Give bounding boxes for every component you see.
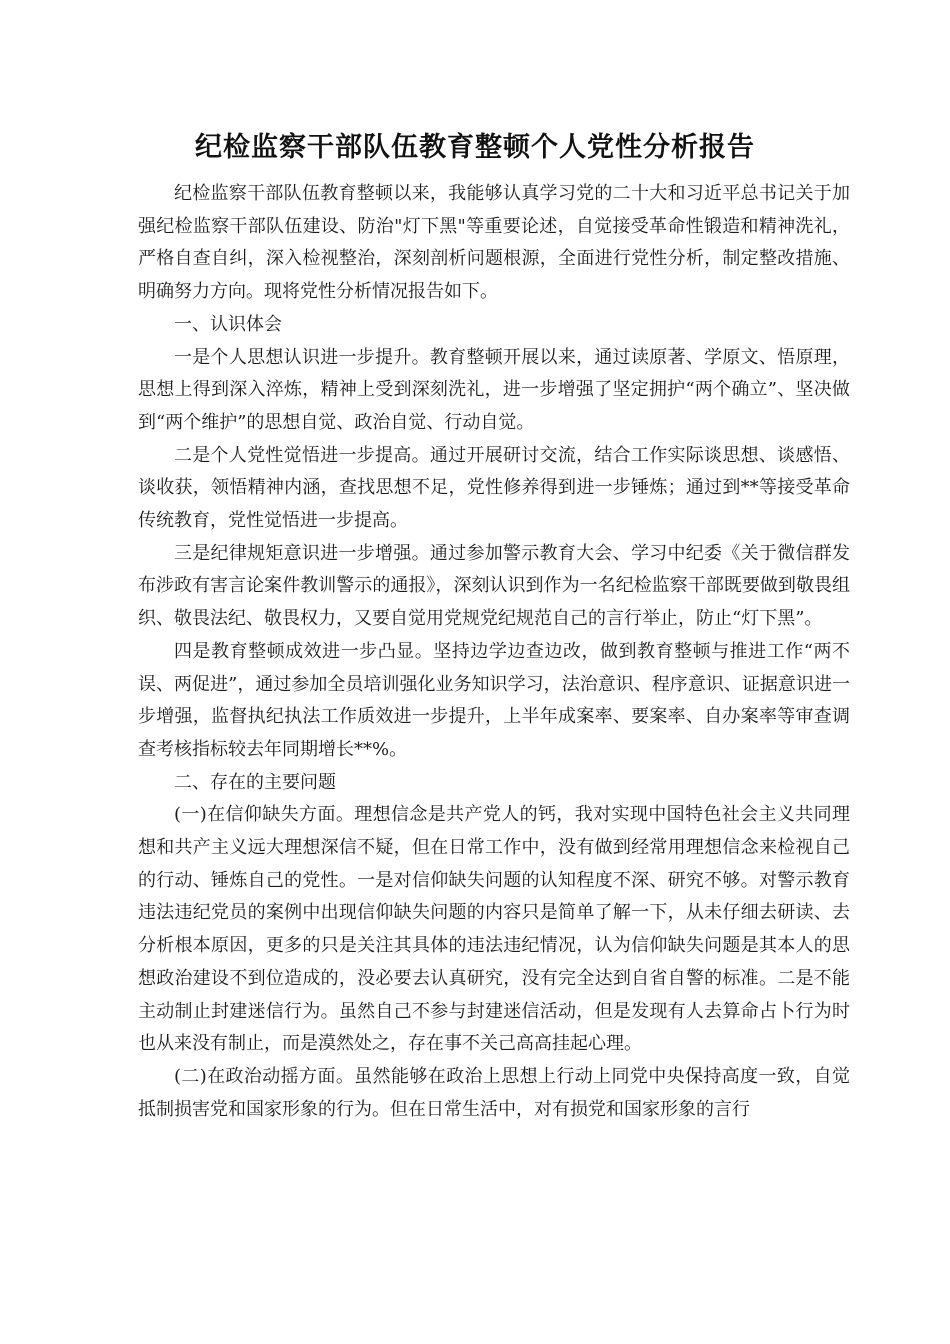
point-rectification-results: 四是教育整顿成效进一步凸显。坚持边学边查边改，做到教育整顿与推进工作“两不误、两促进”，通过参加全员培训强化业务知识学习，法治意识、程序意识、证据意识进一步增强，监督执纪执法工作质效进一步提升，上半年成案率、要案率、自办案率等审查调查考核指标较去年同期增长**%。 [138,640,850,760]
document-body [138,178,850,1126]
intro-paragraph: 纪检监察干部队伍教育整顿以来，我能够认真学习党的二十大和习近平总书记关于加强纪检监察干部队伍建设、防治"灯下黑"等重要论述，自觉接受革命性锻造和精神洗礼，严格自查自纠，深入检视整治，深刻剖析问题根源，全面进行党性分析，制定整改措施、明确努力方向。现将党性分析情况报告如下。 [138,183,850,303]
point-thought-awareness: 一是个人思想认识进一步提升。教育整顿开展以来，通过读原著、学原文、悟原理，思想上得到深入淬炼，精神上受到深刻洗礼，进一步增强了坚定拥护“两个确立”、坚决做到“两个维护”的思想自觉、政治自觉、行动自觉。 [138,346,850,433]
point-party-consciousness: 二是个人党性觉悟进一步提高。通过开展研讨交流，结合工作实际谈思想、谈感悟、谈收获，领悟精神内涵，查找思想不足，党性修养得到进一步锤炼；通过到**等接受革命传统教育，党性觉悟进一步提高。 [138,444,850,532]
point-discipline-awareness: 三是纪律规矩意识进一步增强。通过参加警示教育大会、学习中纪委《关于微信群发布涉政有害言论案件教训警示的通报》，深刻认识到作为一名纪检监察干部既要做到敬畏组织、敬畏法纪、敬畏权力，又要自觉用党规党纪规范自己的言行举止，防止“灯下黑”。 [138,542,850,630]
section-heading-problems: 二、存在的主要问题 [174,771,336,793]
document-title: 纪检监察干部队伍教育整顿个人党性分析报告 [195,132,755,163]
section-heading-understanding: 一、认识体会 [174,313,282,335]
problem-political-wavering: (二)在政治动摇方面。虽然能够在政治上思想上行动上同党中央保持高度一致，自觉抵制损害党和国家形象的行为。但在日常生活中，对有损党和国家形象的言行 [138,1065,850,1120]
problem-belief-loss: (一)在信仰缺失方面。理想信念是共产党人的钙，我对实现中国特色社会主义共同理想和共产主义远大理想深信不疑，但在日常工作中，没有做到经常用理想信念来检视自己的行动、锤炼自己的党性。一是对信仰缺失问题的认知程度不深、研究不够。对警示教育违法违纪党员的案例中出现信仰缺失问题的内容只是简单了解一下，从未仔细去研读、去分析根本原因，更多的只是关注其具体的违法违纪情况，认为信仰缺失问题是其本人的思想政治建设不到位造成的，没必要去认真研究，没有完全达到自省自警的标准。二是不能主动制止封建迷信行为。虽然自己不参与封建迷信活动，但是发现有人去算命占卜行为时也从来没有制止，而是漠然处之，存在事不关己高高挂起心理。 [138,804,850,1055]
